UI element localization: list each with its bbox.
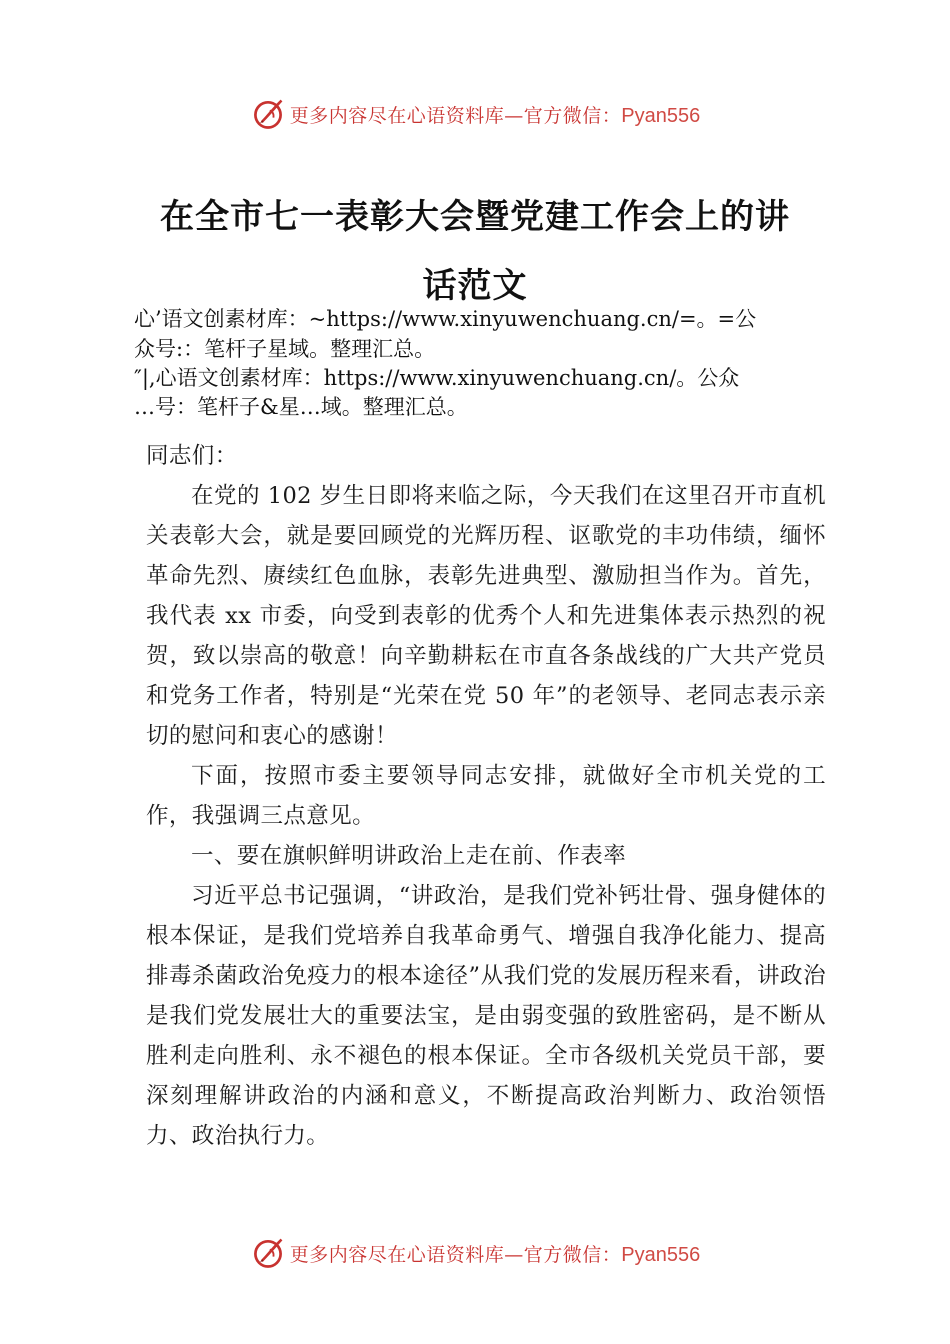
- document-body: [146, 436, 826, 1156]
- document-title-line-1: 在全市七一表彰大会暨党建工作会上的讲: [160, 197, 790, 237]
- watermark-line-1: 心’语文创素材库：~https://www.xinyuwenchuang.cn/=。=公: [134, 307, 757, 331]
- watermark-line-2: 众号:：笔杆子星域。整理汇总。: [134, 337, 436, 361]
- body-paragraph-2: 下面，按照市委主要领导同志安排，就做好全市机关党的工作，我强调三点意见。: [146, 763, 826, 829]
- watermark-line-4: …号：笔杆子&星…域。整理汇总。: [134, 395, 468, 419]
- pen-logo-icon: [250, 96, 286, 132]
- body-paragraph-3: 习近平总书记强调，“讲政治，是我们党补钙壮骨、强身健体的根本保证，是我们党培养自我革命勇气、增强自我净化能力、提高排毒杀菌政治免疫力的根本途径”从我们党的发展历程来看，讲政治是我们党发展壮大的重要法宝，是由弱变强的致胜密码，是不断从胜利走向胜利、永不褪色的根本保证。全市各级机关党员干部，要深刻理解讲政治的内涵和意义，不断提高政治判断力、政治领悟力、政治执行力。: [146, 883, 826, 1149]
- footer-brand-id: Pyan556: [621, 1243, 701, 1266]
- footer-banner-label: 更多内容尽在心语资料库—官方微信：: [289, 1243, 622, 1266]
- pen-logo-icon: [250, 1235, 286, 1271]
- header-banner: [0, 94, 950, 134]
- watermark-line-3: ″|,心语文创素材库：https://www.xinyuwenchuang.cn/。公众: [134, 366, 740, 390]
- document-title-line-2: 话范文: [422, 266, 528, 306]
- body-paragraph-1: 在党的 102 岁生日即将来临之际，今天我们在这里召开市直机关表彰大会，就是要回顾党的光辉历程、讴歌党的丰功伟绩，缅怀革命先烈、赓续红色血脉，表彰先进典型、激励担当作为。首先，我代表 xx 市委，向受到表彰的优秀个人和先进集体表示热烈的祝贺，致以崇高的敬意！向辛勤耕耘在市直各条战线的广大共产党员和党务工作者，特别是“光荣在党 50 年”的老领导、老同志表示亲切的慰问和衷心的感谢！: [146, 483, 826, 749]
- footer-banner: [0, 1233, 950, 1273]
- footer-banner-text: [290, 1240, 700, 1267]
- header-banner-label: 更多内容尽在心语资料库—官方微信：: [289, 104, 622, 127]
- header-brand-id: Pyan556: [621, 104, 701, 127]
- header-banner-content: [250, 96, 700, 132]
- salutation: 同志们：: [146, 443, 238, 469]
- section-heading-1: 一、要在旗帜鲜明讲政治上走在前、作表率: [191, 843, 627, 869]
- footer-banner-content: [250, 1235, 700, 1271]
- header-banner-text: [290, 101, 700, 128]
